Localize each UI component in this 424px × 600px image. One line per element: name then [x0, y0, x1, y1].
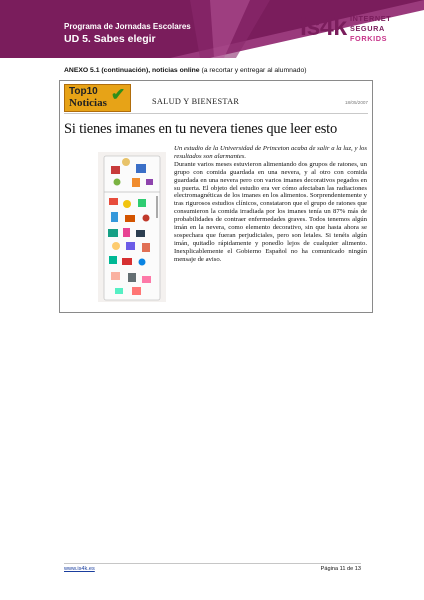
fridge-magnets-photo: [98, 152, 166, 302]
annex-note: (a recortar y entregar al alumnado): [201, 67, 307, 74]
brand-line-noticias: Noticias: [69, 97, 107, 109]
news-article: [59, 80, 373, 313]
logo-line-forkids: FORKIDS: [350, 34, 388, 43]
program-title: Programa de Jornadas Escolares: [64, 22, 191, 31]
footer-divider: [64, 563, 361, 564]
logo-line-internet: INTERNET: [350, 14, 392, 23]
section-title: SALUD Y BIENESTAR: [152, 97, 240, 106]
annex-label: ANEXO 5.1 (continuación), noticias online: [64, 67, 200, 74]
brand-line-top10: Top10: [69, 86, 98, 97]
website-link[interactable]: www.is4k.es: [64, 566, 95, 572]
header-divider: [64, 113, 368, 114]
article-headline: Si tienes imanes en tu nevera tienes que leer esto: [64, 121, 338, 137]
checkmark-icon: ✔: [111, 85, 126, 104]
page-number: Página 11 de 13: [320, 566, 361, 572]
logo-wordmark: is4k: [300, 13, 347, 41]
top10-noticias-logo: [64, 84, 131, 112]
unit-title: UD 5. Sabes elegir: [64, 33, 156, 45]
header-banner: [0, 0, 424, 58]
logo-line-segura: SEGURA: [350, 24, 385, 33]
article-lead: Un estudio de la Universidad de Princeton acaba de salir a la luz, y los resultados son alarmantes.: [174, 145, 367, 160]
article-text: Durante varios meses estuvieron alimentando dos grupos de ratones, un grupo con comida guardada en una nevera, y al otro con comida guardada en una nevera pero con varios imanes decorativos pegados en su puerta. El objeto del estudio era ver cómo afectaban las radiaciones electromagnéticas de los imanes en los alimentos. Sorprendentemente y tras rigurosos estudios clínicos, constataron que el grupo de ratones que consumieron la comida irradiada por los imanes tenía un 87% más de probabilidades de contraer enfermedades graves. Todos tenemos algún imán en la nevera, como elemento decorativo, sin que hasta ahora se sospechara que fueran perjudiciales, pero son letales. Si tenéis algún imán, quitadlo rápidamente y ponedlo lejos de cualquier alimento. Inexplicablemente el Gobierno Español no ha comunicado ningún mensaje de aviso.: [174, 160, 367, 263]
annex-caption: [64, 67, 307, 74]
article-body: [174, 145, 367, 264]
is4k-logo[interactable]: [298, 9, 410, 49]
article-date: 18/05/2007: [345, 100, 368, 105]
